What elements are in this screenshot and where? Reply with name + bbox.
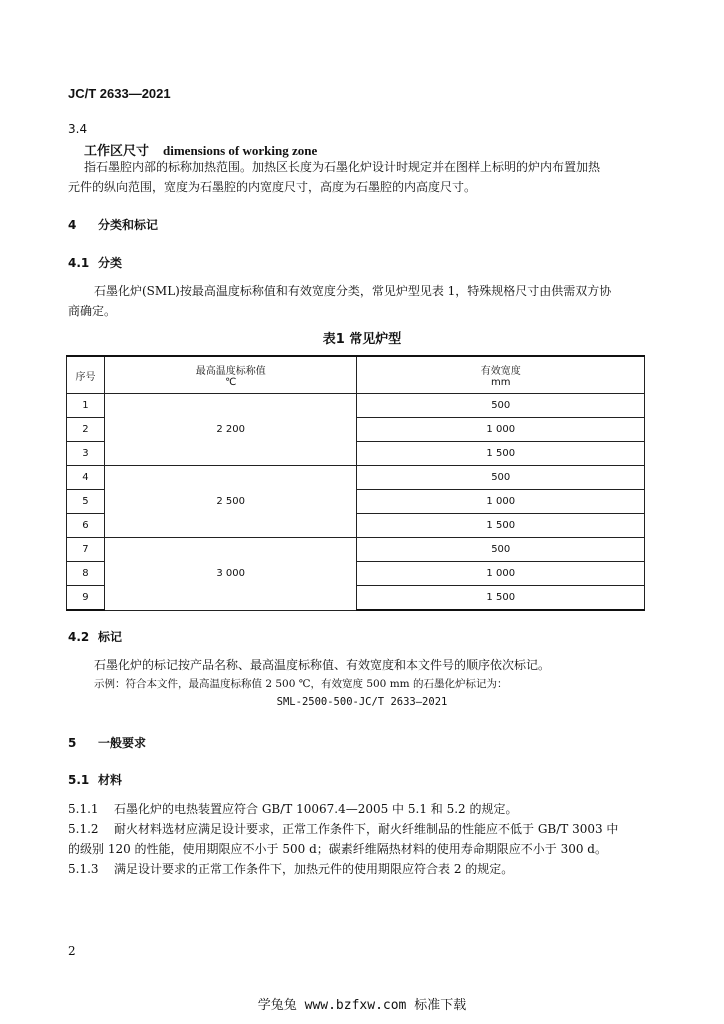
marking-example: 示例：符合本文件，最高温度标称值 2 500 ℃，有效宽度 500 mm 的石墨化炉标记为： [94,678,508,690]
term-zh: 工作区尺寸 [84,144,150,159]
section-3-4-number: 3.4 [68,122,88,136]
term-en: dimensions of working zone [163,143,318,158]
cell-width: 500 [357,466,645,490]
cell-width: 1 000 [357,490,645,514]
doc-code-header: JC/T 2633—2021 [68,86,171,101]
section-4-1-heading: 4.1 分类 [68,256,123,270]
cell-seq: 6 [67,514,105,538]
cell-width: 500 [357,538,645,562]
cell-seq: 2 [67,418,105,442]
term-3-4-heading [84,140,317,159]
section-4-2-text: 石墨化炉的标记按产品名称、最高温度标称值、有效宽度和本文件号的顺序依次标记。 [94,658,551,672]
footer-watermark[interactable]: 学兔兔 www.bzfxw.com 标准下载 [257,998,467,1013]
section-4-2-heading: 4.2 标记 [68,630,123,644]
table-row [67,394,645,418]
section-5-heading: 5 一般要求 [68,736,147,750]
cell-width: 1 000 [357,562,645,586]
marking-example-code: SML-2500-500-JC/T 2633—2021 [276,696,448,708]
table-row [67,538,645,562]
table-1 [66,355,645,611]
cell-temp: 2 200 [104,394,357,466]
cell-width: 1 500 [357,442,645,466]
section-4-1-text-line-2: 商确定。 [68,304,117,318]
table-1-caption: 表1 常见炉型 [322,332,402,347]
table-row [67,466,645,490]
cell-seq: 4 [67,466,105,490]
col-header-seq: 序号 [67,356,105,394]
cell-width: 500 [357,394,645,418]
section-4-heading: 4 分类和标记 [68,218,159,232]
cell-width: 1 000 [357,418,645,442]
table-header-row [67,356,645,394]
cell-seq: 1 [67,394,105,418]
section-5-1-heading: 5.1 材料 [68,773,123,787]
cell-seq: 7 [67,538,105,562]
clause-5-1-3: 5.1.3 满足设计要求的正常工作条件下，加热元件的使用期限应符合表 2 的规定。 [68,862,514,876]
definition-line-2: 元件的纵向范围，宽度为石墨腔的内宽度尺寸，高度为石墨腔的内高度尺寸。 [68,180,477,194]
cell-width: 1 500 [357,514,645,538]
cell-seq: 3 [67,442,105,466]
page-number: 2 [68,944,76,958]
col-header-width: 有效宽度 mm [357,356,645,394]
section-4-1-text-line-1: 石墨化炉(SML)按最高温度标称值和有效宽度分类，常见炉型见表 1，特殊规格尺寸由供需双方协 [94,284,612,298]
definition-line-1: 指石墨腔内部的标称加热范围。加热区长度为石墨化炉设计时规定并在图样上标明的炉内布置加热 [84,160,601,174]
clause-5-1-2-line-1: 5.1.2 耐火材料选材应满足设计要求，正常工作条件下，耐火纤维制品的性能应不低于 GB/T 3003 中 [68,822,619,836]
clause-5-1-2-line-2: 的级别 120 的性能，使用期限应不小于 500 d；碳素纤维隔热材料的使用寿命期限应不小于 300 d。 [68,842,607,856]
cell-width: 1 500 [357,586,645,611]
cell-seq: 9 [67,586,105,611]
cell-seq: 5 [67,490,105,514]
clause-5-1-1: 5.1.1 石墨化炉的电热装置应符合 GB/T 10067.4—2005 中 5.1 和 5.2 的规定。 [68,802,518,816]
cell-seq: 8 [67,562,105,586]
cell-temp: 2 500 [104,466,357,538]
col-header-temp: 最高温度标称值 ℃ [104,356,357,394]
cell-temp: 3 000 [104,538,357,611]
